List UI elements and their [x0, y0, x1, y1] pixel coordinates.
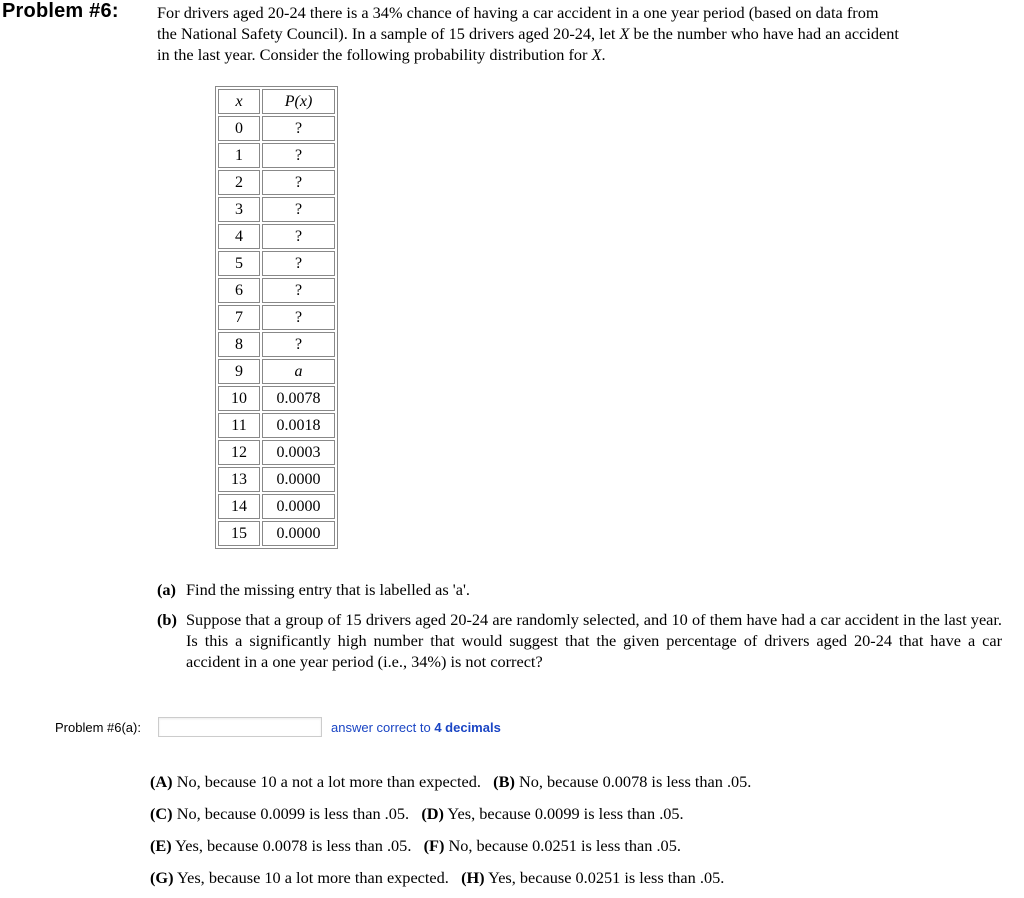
- part-b-text: Suppose that a group of 15 drivers aged 20-24 are randomly selected, and 10 of them have had a car accident in the last year. Is this a significantly high number that would suggest that the given percentage of drivers aged 20-24 that have a car accident in a one year period (i.e., 34%) is not correct?: [186, 610, 1002, 671]
- answer-input[interactable]: [158, 717, 322, 737]
- choice-h[interactable]: [461, 868, 724, 887]
- variable-x: X: [591, 45, 602, 64]
- cell-x: 2: [218, 170, 260, 195]
- header-x: x: [218, 89, 260, 114]
- cell-x: 7: [218, 305, 260, 330]
- choice-line-3: [150, 834, 751, 866]
- choice-f[interactable]: [424, 836, 681, 855]
- table-row: [218, 359, 335, 384]
- table-row: [218, 278, 335, 303]
- probability-distribution-table: [215, 86, 338, 549]
- part-a-text: Find the missing entry that is labelled as 'a'.: [186, 580, 470, 599]
- problem-text-line-2: [157, 23, 1002, 44]
- choice-e[interactable]: [150, 836, 411, 855]
- cell-x: 10: [218, 386, 260, 411]
- table-row: [218, 170, 335, 195]
- cell-x: 3: [218, 197, 260, 222]
- cell-probability: ?: [262, 305, 335, 330]
- cell-x: 15: [218, 521, 260, 546]
- answer-hint: [331, 720, 501, 735]
- table-row: [218, 440, 335, 465]
- part-b-label: (b): [157, 610, 177, 629]
- table-row: [218, 305, 335, 330]
- table-row: [218, 467, 335, 492]
- table-row: [218, 494, 335, 519]
- choice-a[interactable]: [150, 772, 481, 791]
- cell-probability: ?: [262, 332, 335, 357]
- cell-probability: ?: [262, 116, 335, 141]
- problem-text-line-3: [157, 44, 1002, 65]
- cell-x: 1: [218, 143, 260, 168]
- choice-letter: (C): [150, 804, 173, 823]
- answer-label: Problem #6(a):: [55, 720, 141, 735]
- cell-x: 12: [218, 440, 260, 465]
- choice-letter: (D): [421, 804, 444, 823]
- answer-hint-decimals: 4 decimals: [434, 720, 501, 735]
- problem-statement: [157, 2, 1002, 65]
- choice-letter: (H): [461, 868, 485, 887]
- choice-text: Yes, because 0.0099 is less than .05.: [447, 804, 684, 823]
- table-row: [218, 413, 335, 438]
- cell-x: 5: [218, 251, 260, 276]
- problem-text-2a: the National Safety Council). In a sample of 15 drivers aged 20-24, let: [157, 24, 620, 43]
- cell-probability: ?: [262, 278, 335, 303]
- choice-letter: (E): [150, 836, 172, 855]
- choice-text: No, because 0.0099 is less than .05.: [176, 804, 410, 823]
- problem-text-2b: be the number who have had an accident: [629, 24, 899, 43]
- answer-choices: [150, 770, 751, 898]
- choice-letter: (B): [493, 772, 515, 791]
- cell-probability: ?: [262, 251, 335, 276]
- table-row: [218, 521, 335, 546]
- cell-probability: 0.0000: [262, 494, 335, 519]
- cell-probability: ?: [262, 170, 335, 195]
- choice-b[interactable]: [493, 772, 751, 791]
- problem-text-3a: in the last year. Consider the following probability distribution for: [157, 45, 592, 64]
- cell-x: 13: [218, 467, 260, 492]
- cell-x: 4: [218, 224, 260, 249]
- choice-text: No, because 0.0078 is less than .05.: [518, 772, 752, 791]
- table-row: [218, 116, 335, 141]
- cell-probability: a: [262, 359, 335, 384]
- header-px: P(x): [262, 89, 335, 114]
- choice-c[interactable]: [150, 804, 409, 823]
- table-row: [218, 143, 335, 168]
- cell-x: 9: [218, 359, 260, 384]
- problem-text-line-1: For drivers aged 20-24 there is a 34% chance of having a car accident in a one year period (based on data from: [157, 3, 879, 22]
- cell-probability: 0.0000: [262, 521, 335, 546]
- choice-g[interactable]: [150, 868, 449, 887]
- choice-letter: (G): [150, 868, 174, 887]
- choice-text: No, because 10 a not a lot more than expected.: [176, 772, 481, 791]
- cell-probability: ?: [262, 143, 335, 168]
- choice-text: Yes, because 0.0251 is less than .05.: [488, 868, 725, 887]
- part-b: [157, 609, 1002, 672]
- variable-x: X: [619, 24, 630, 43]
- answer-hint-prefix: answer correct to: [331, 720, 435, 735]
- problem-label: Problem #6:: [2, 0, 119, 22]
- choice-text: No, because 0.0251 is less than .05.: [448, 836, 681, 855]
- cell-x: 8: [218, 332, 260, 357]
- cell-x: 14: [218, 494, 260, 519]
- cell-x: 11: [218, 413, 260, 438]
- choice-d[interactable]: [421, 804, 683, 823]
- cell-x: 6: [218, 278, 260, 303]
- choice-line-2: [150, 802, 751, 834]
- table-row: [218, 332, 335, 357]
- question-parts: [157, 579, 1002, 681]
- cell-probability: 0.0003: [262, 440, 335, 465]
- cell-probability: 0.0078: [262, 386, 335, 411]
- choice-text: Yes, because 10 a lot more than expected.: [176, 868, 449, 887]
- cell-probability: 0.0018: [262, 413, 335, 438]
- table-row: [218, 224, 335, 249]
- table-row: [218, 386, 335, 411]
- cell-probability: ?: [262, 197, 335, 222]
- cell-x: 0: [218, 116, 260, 141]
- part-a: [157, 579, 1002, 600]
- cell-probability: ?: [262, 224, 335, 249]
- choice-line-1: [150, 770, 751, 802]
- table-row: [218, 197, 335, 222]
- part-a-label: (a): [157, 580, 176, 599]
- choice-line-4: [150, 866, 751, 898]
- choice-letter: (F): [423, 836, 445, 855]
- cell-probability: 0.0000: [262, 467, 335, 492]
- choice-letter: (A): [150, 772, 173, 791]
- choice-text: Yes, because 0.0078 is less than .05.: [175, 836, 412, 855]
- table-header-row: [218, 89, 335, 114]
- problem-text-3b: .: [601, 45, 606, 64]
- table-row: [218, 251, 335, 276]
